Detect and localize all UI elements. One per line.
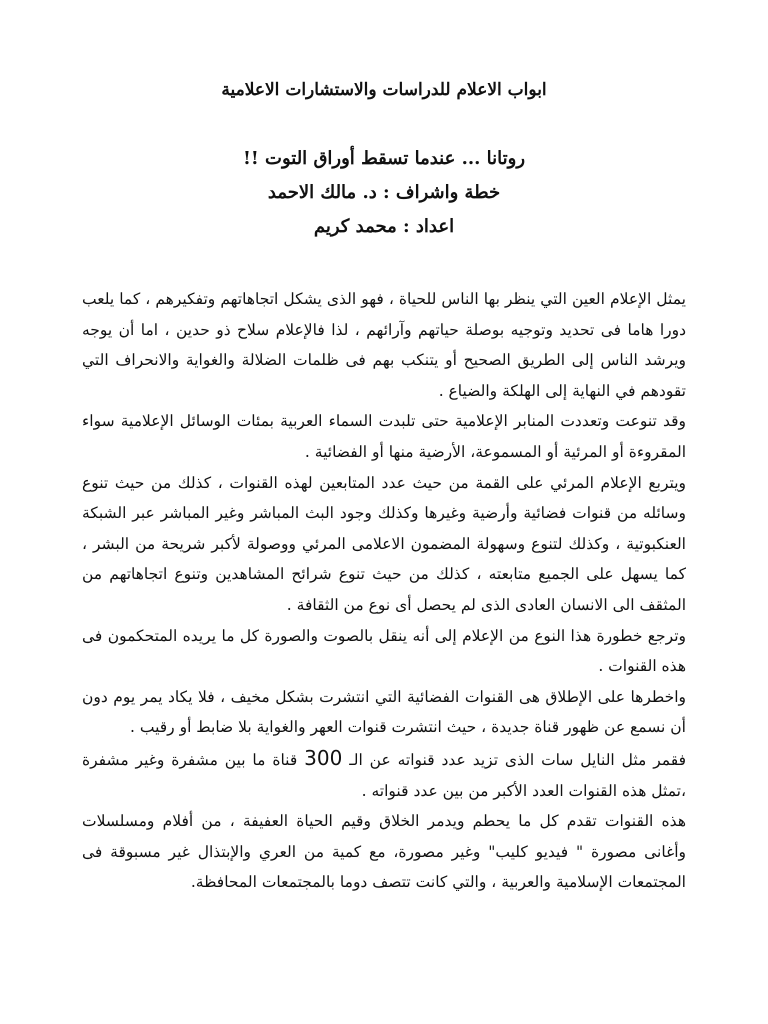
paragraph-6 [82,743,686,806]
paragraph-4: وترجع خطورة هذا النوع من الإعلام إلى أنه ينقل بالصوت والصورة كل ما يريده المتحكمون فى هذه القنوات . [82,626,686,676]
document-headline: روتانا ... عندما تسقط أوراق التوت !! [242,148,526,169]
paragraph-6-end: قناة ما بين مشفرة وغير مشفرة ،تمثل هذه القنوات العدد الأكبر من بين عدد قنواته . [82,750,686,800]
prepared-by-line: اعداد : محمد كريم [313,216,455,237]
channel-count: 300 [304,745,343,770]
paragraph-3: ويتربع الإعلام المرئي على القمة من حيث عدد المتابعين لهذه القنوات ، كذلك من حيث تنوع وسائله من قنوات فضائية وأرضية وغيرها وكذلك وجود البث المباشر وغير المباشر عبر الشبكة العنكبوتية ، وكذلك لتنوع وسهولة المضمون الاعلامى المرئي ووصولة لأكبر شريحة من البشر ، كما يسهل على الجميع متابعته ، كذلك من حيث تنوع شرائح المشاهدين وتنوع اتجاهاتهم من المثقف الى الانسان العادى الذى لم يحصل أى نوع من الثقافة . [82,473,686,614]
paragraph-6-start: فقمر مثل النايل سات الذى تزيد عدد قنواته عن الـ [349,750,686,769]
document-body [82,284,686,898]
paragraph-1: يمثل الإعلام العين التي ينظر بها الناس للحياة ، فهو الذى يشكل اتجاهاتهم وتفكيرهم ، كما يلعب دورا هاما فى تحديد وتوجيه بوصلة حياتهم وآرائهم ، لذا فالإعلام سلاح ذو حدين ، اما أن يوجه ويرشد الناس إلى الطريق الصحيح أو يتنكب بهم فى ظلمات الضلالة والغواية والانحراف التي تقودهم في النهاية إلى الهلكة والضياع . [82,290,686,400]
paragraph-7: هذه القنوات تقدم كل ما يحطم ويدمر الخلاق وقيم الحياة العفيفة ، من أفلام ومسلسلات وأغانى مصورة " فيديو كليب" وغير مصورة، مع كمية من العري والإبتذال غير مسبوقة فى المجتمعات الإسلامية والعربية ، والتي كانت تتصف دوما بالمجتمعات المحافظة. [82,812,686,892]
organization-header: ابواب الاعلام للدراسات والاستشارات الاعلامية [221,80,547,100]
paragraph-5: واخطرها على الإطلاق هى القنوات الفضائية التي انتشرت بشكل مخيف ، فلا يكاد يمر يوم دون أن نسمع عن ظهور قناة جديدة ، حيث انتشرت قنوات العهر والغواية بلا ضابط أو رقيب . [82,687,686,737]
supervision-line: خطة واشراف : د. مالك الاحمد [267,182,501,203]
title-block [82,142,686,244]
paragraph-2: وقد تنوعت وتعددت المنابر الإعلامية حتى تلبدت السماء العربية بمئات الوسائل الإعلامية سواء المقروءة أو المرئية أو المسموعة، الأرضية منها أو الفضائية . [82,412,686,461]
